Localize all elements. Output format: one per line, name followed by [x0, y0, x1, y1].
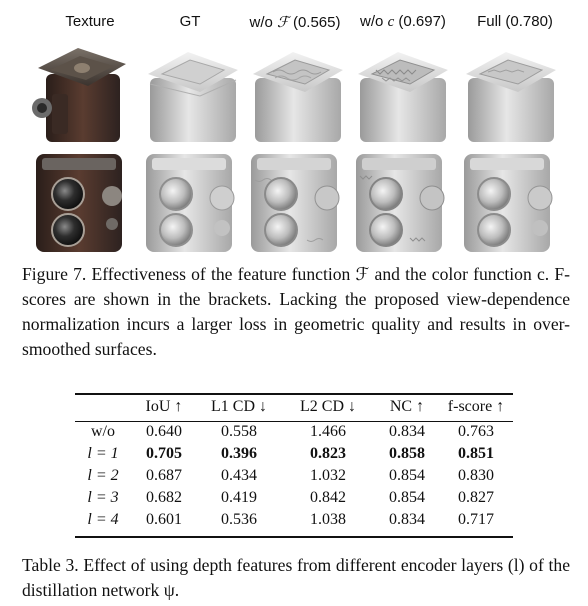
table-cell: 0.705 — [146, 445, 182, 462]
texture-camera-top-image — [28, 38, 132, 146]
row-label: l = 1 — [87, 445, 119, 462]
header-cell — [75, 393, 131, 421]
without-f-camera-front-image — [245, 150, 349, 256]
table-cell: 1.032 — [310, 467, 346, 484]
gt-camera-top-image — [140, 38, 244, 146]
row-label: l = 3 — [87, 489, 119, 506]
table-cell: 0.823 — [310, 445, 346, 462]
without-c-camera-top-image — [350, 38, 454, 146]
table-row — [75, 465, 513, 487]
table-cell: 0.854 — [389, 489, 425, 506]
table-cell: 1.466 — [310, 423, 346, 440]
table-cell: 0.851 — [458, 445, 494, 462]
full-camera-top-image — [458, 38, 562, 146]
header-cell: L2 CD ↓ — [300, 398, 356, 415]
table-cell: 0.419 — [221, 489, 257, 506]
row-label: l = 2 — [87, 467, 119, 484]
table-cell: 0.717 — [458, 511, 494, 528]
table-cell: 0.858 — [389, 445, 425, 462]
figure-7 — [0, 0, 588, 264]
table-cell: 0.854 — [389, 467, 425, 484]
row-label: l = 4 — [87, 511, 119, 528]
figure-caption: Figure 7. Effectiveness of the feature function ℱ and the color function c. F-scores are shown in the brackets. Lacking the proposed view-dependence normalization incurs a larger loss in geometric quality and results in over-smoothed surfaces. — [22, 264, 570, 359]
table-caption: Table 3. Effect of using depth features from different encoder layers (l) of the distillation network ψ. — [22, 555, 570, 600]
table-cell: 0.601 — [146, 511, 182, 528]
table-header-row — [75, 393, 513, 421]
column-header-without-f: w/o ℱ (0.565) — [249, 14, 341, 31]
column-header-without-c: w/o c (0.697) — [360, 13, 446, 30]
table-cell: 1.038 — [310, 511, 346, 528]
table-bottom-rule — [75, 536, 513, 538]
table-cell: 0.687 — [146, 467, 182, 484]
table-cell: 0.558 — [221, 423, 257, 440]
table-row — [75, 487, 513, 509]
table-cell: 0.834 — [389, 423, 425, 440]
texture-camera-front-image — [28, 150, 132, 256]
table-cell: 0.830 — [458, 467, 494, 484]
full-camera-front-image — [458, 150, 562, 256]
table-cell: 0.763 — [458, 423, 494, 440]
header-cell: f-score ↑ — [447, 398, 505, 415]
table-row — [75, 421, 513, 443]
gt-camera-front-image — [140, 150, 244, 256]
without-f-camera-top-image — [245, 38, 349, 146]
header-cell: IoU ↑ — [145, 398, 183, 415]
table-cell: 0.396 — [221, 445, 257, 462]
without-c-camera-front-image — [350, 150, 454, 256]
table-cell: 0.827 — [458, 489, 494, 506]
column-header-full: Full (0.780) — [477, 13, 553, 30]
table-cell: 0.682 — [146, 489, 182, 506]
row-label: w/o — [91, 423, 115, 440]
header-cell: L1 CD ↓ — [211, 398, 267, 415]
table-cell: 0.640 — [146, 423, 182, 440]
table-row — [75, 443, 513, 465]
header-cell: NC ↑ — [389, 398, 425, 415]
column-header-gt: GT — [179, 13, 201, 30]
table-cell: 0.842 — [310, 489, 346, 506]
table-cell: 0.434 — [221, 467, 257, 484]
table-cell: 0.834 — [389, 511, 425, 528]
table-row — [75, 509, 513, 531]
table-cell: 0.536 — [221, 511, 257, 528]
column-header-texture: Texture — [65, 13, 115, 30]
